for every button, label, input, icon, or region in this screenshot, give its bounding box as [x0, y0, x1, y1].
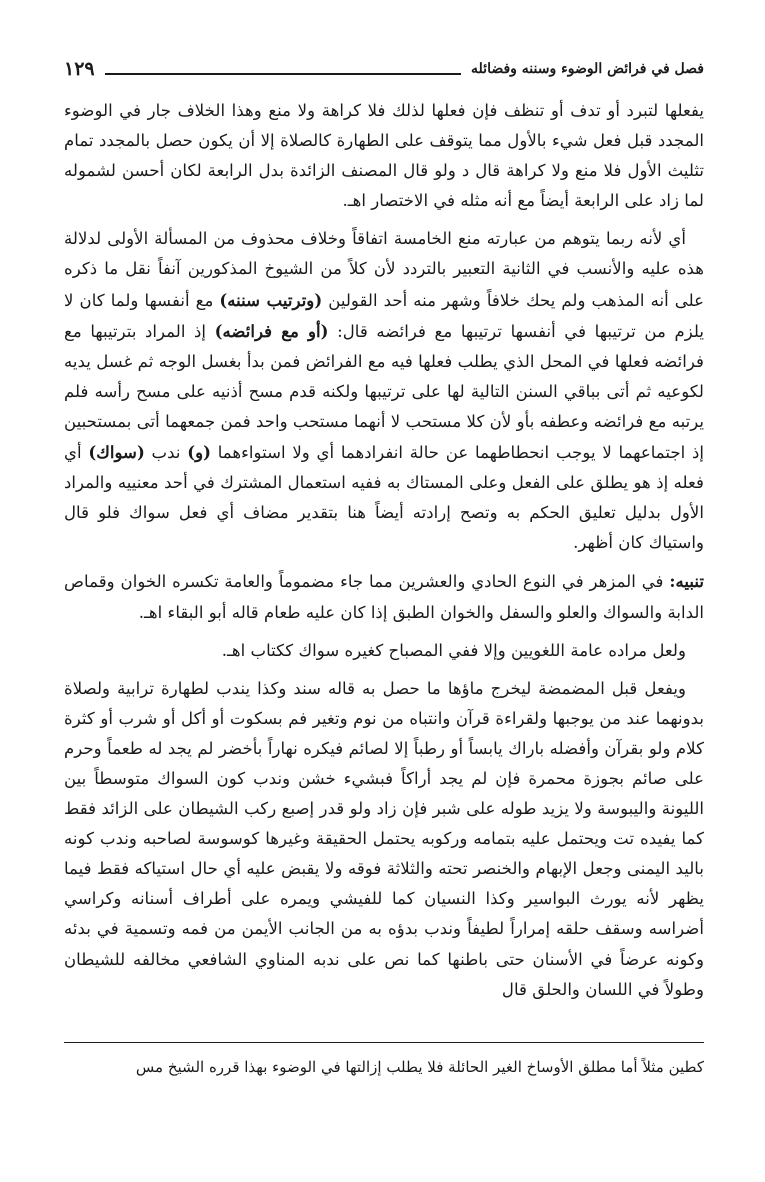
paragraph-2-cont-4: أي فعله إذ هو يطلق على الفعل وعلى المستاك به ففيه استعمال المشترك في أحد معنييه والمراد الأول بدليل تعليق الحكم به وتصح إرادته أيضاً هنا بتقدير مضاف أي فعل سواك فلو قال واستياك كان أظهر.: [64, 443, 704, 553]
paragraph-3-text: في المزهر في النوع الحادي والعشرين مما جاء مضموماً والعامة تكسره الخوان وقماص الدابة والسواك والعلو والسفل والخوان الطبق إذا كان عليه طعام قاله أبو البقاء اهـ.: [64, 572, 704, 622]
footnote: كطين مثلاً أما مطلق الأوساخ الغير الحائلة فلا يطلب إزالتها في الوضوء بهذا قرره الشيخ مس: [135, 1058, 704, 1076]
paragraph-1: [64, 96, 704, 216]
paragraph-5: [64, 674, 704, 1005]
bold-term-tanbih: تنبيه:: [669, 571, 704, 592]
bold-term-tartib-sunanihi: (وترتيب سننه): [219, 289, 323, 310]
bold-term-wa: (و): [187, 442, 211, 463]
paragraph-3: [64, 566, 704, 627]
paragraph-4: [64, 636, 704, 666]
running-title: فصل في فرائض الوضوء وسننه وفضائله: [471, 61, 704, 77]
paragraph-2-cont-3: ندب: [151, 443, 181, 463]
main-text: [64, 96, 704, 1013]
paragraph-4-text: ولعل مراده عامة اللغويين وإلا ففي المصباح كغيره سواك ككتاب اهـ.: [221, 640, 686, 660]
footnote-rule: [64, 1042, 704, 1043]
paragraph-1-text: يفعلها لتبرد أو تدف أو تنظف فإن فعلها لذلك فلا كراهة ولا منع وهذا الخلاف جار في الوضوء المجدد قبل فعل شيء بالأول مما يتوقف على الطهارة كالصلاة إلا أن يكون حصل بالمجدد تمام تثليث الأول فلا منع ولا كراهة قال د ولو قال المصنف الزائدة بدل الرابعة لكان أحسن لشموله لما زاد على الرابعة أيضاً مع أنه مثله في الاختصار اهـ.: [64, 101, 704, 211]
bold-term-siwak: (سواك): [88, 442, 145, 463]
header-rule: [105, 63, 461, 75]
page-number: ١٢٩: [64, 58, 95, 80]
running-header: [64, 55, 704, 83]
bold-term-aw-ma-faraidihi: (أو مع فرائضه): [214, 320, 329, 341]
paragraph-2-cont: مع أنفسها ولما كان لا يلزم من ترتيبها في أنفسها ترتيبها مع فرائضه قال:: [64, 290, 705, 341]
paragraph-5-text: ويفعل قبل المضمضة ليخرج ماؤها ما حصل به قاله سند وكذا يندب لطهارة ترابية ولصلاة بدونهما عند من يوجبها ولقراءة قرآن وانتباه من نوم وتغير فم بسكوت أو أكل أو شرب أو كثرة كلام ولو بقرآن وأفضله باراك يابساً أو رطباً إلا لصائم فيكره نهاراً بأخضر لم يجد له طعماً وحرم على صائم بجوزة محمرة فإن لم يجد أراكاً فبشيء خشن وندب كون السواك متوسطاً بين الليونة واليبوسة ولا يزيد طوله على شبر فإن زاد ولو قدر إصبع ركب الشيطان على الزائد فقط كما يفيده تت ويحتمل عليه بتمامه وركوبه يحتمل الحقيقة وغيرها كوسوسة لصاحبه وندب كونه باليد اليمنى وجعل الإبهام والخنصر تحته والثلاثة فوقه ولا يقبض عليه أي حال استياكه فقط فيما يظهر لأنه يورث البواسير وكذا النسيان كما للفيشي ويمره على أطراف أسنانه وكراسي أضراسه وسقف حلقه إمراراً لطيفاً وندب بدؤه به من الجانب الأيمن من فمه وتسمية في بدئه وكونه عرضاً في الأسنان حتى باطنها كما نص على ندبه المناوي الشافعي مخالفه للشيطان وطولاً في اللسان والحلق قال: [64, 678, 704, 999]
paragraph-2-cont-2: إذ المراد بترتيبها مع فرائضه فعلها في المحل الذي يطلب فعلها فيه مع الفرائض فمن بدأ بغسل الوجه ثم غسل يديه لكوعيه ثم أتى بباقي السنن التالية لها على ترتيبها ولكنه قدم مسح أذنيه على مسح رأسه فلم يرتبه مع فرائضه وعطفه بأو لأن كلا مستحب لا أنهما مستحب واحد فمن جمعهما أتى بمستحبين إذ اجتماعهما لا يوجب انحطاطهما عن حالة انفرادهما أي ولا استواءهما: [64, 321, 704, 463]
paragraph-2-text: أي لأنه ربما يتوهم من عبارته منع الخامسة اتفاقاً وخلاف محذوف من المسألة الأولى لدلالة هذه عليه والأنسب في الثانية التعبير بالتردد لأن كلاً من الشيوخ المذكورين آنفاً نقل ما ذكره على أنه المذهب ولم يحك خلافاً وشهر منه أحد القولين: [64, 229, 704, 310]
paragraph-2: [64, 224, 704, 558]
